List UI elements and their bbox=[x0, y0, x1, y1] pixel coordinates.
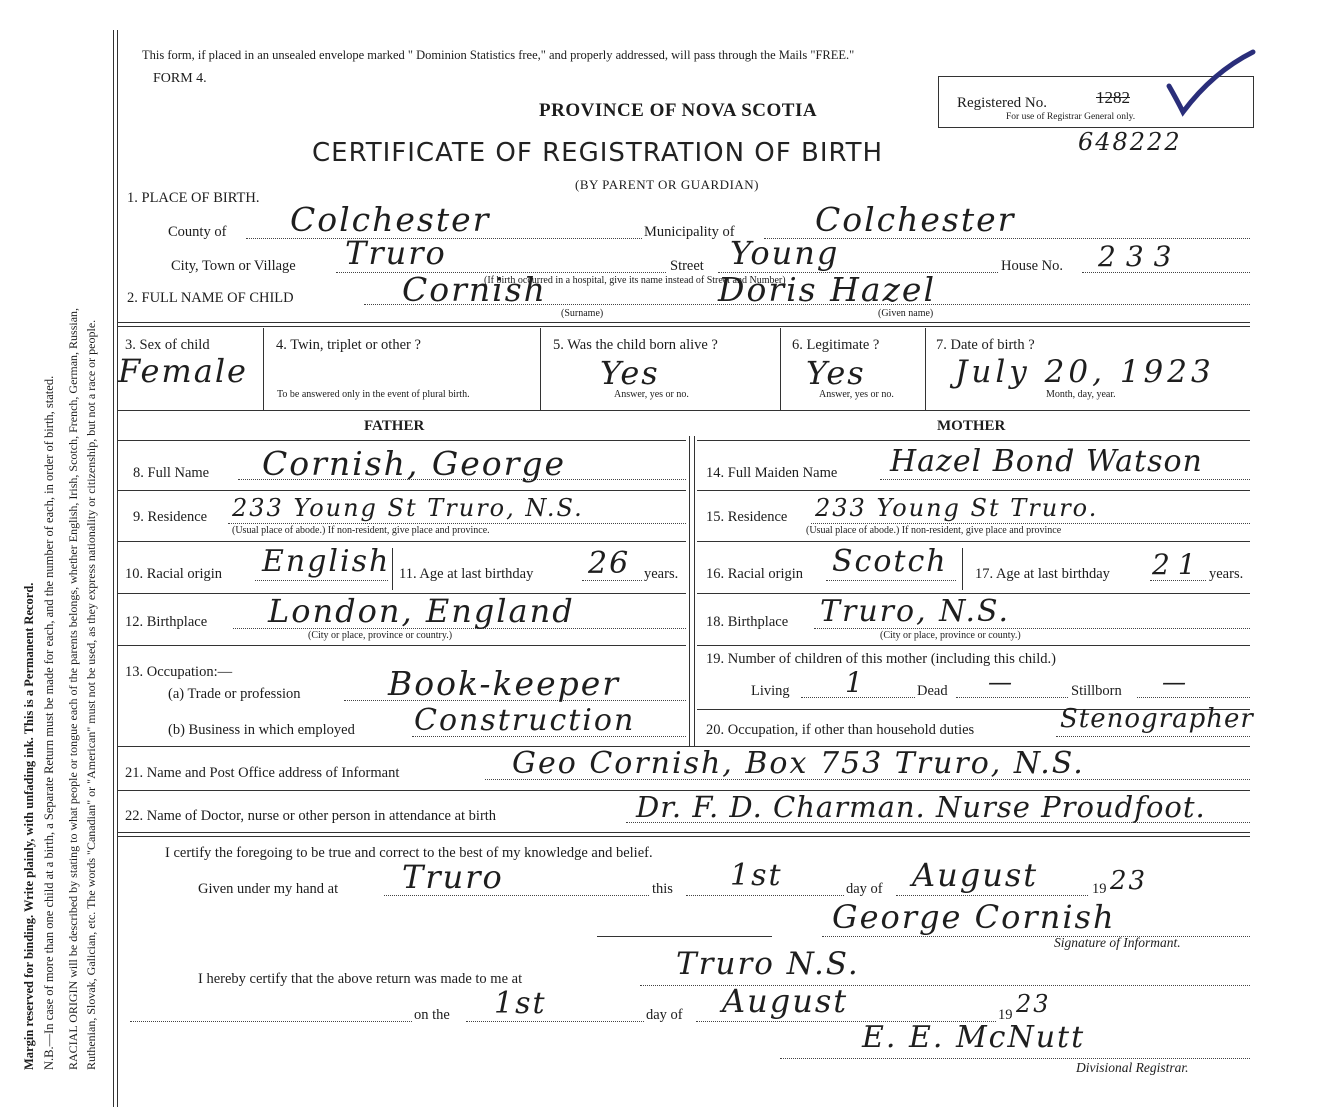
father-years: years. bbox=[644, 566, 679, 582]
father-occupation-label: 13. Occupation:— bbox=[125, 664, 233, 680]
certify-year-prefix: 19 bbox=[1092, 881, 1107, 897]
business-label: (b) Business in which employed bbox=[168, 722, 355, 738]
county-value: Colchester bbox=[290, 200, 491, 239]
place-of-birth-label: 1. PLACE OF BIRTH. bbox=[127, 190, 260, 206]
legitimate-value: Yes bbox=[806, 354, 866, 392]
informant-signature: George Cornish bbox=[832, 898, 1116, 936]
legitimate-label: 6. Legitimate ? bbox=[792, 337, 880, 353]
mother-age-label: 17. Age at last birthday bbox=[975, 566, 1110, 582]
registered-no-value: 1282 bbox=[1096, 88, 1130, 107]
sex-value: Female bbox=[118, 352, 248, 390]
children-count-label: 19. Number of children of this mother (including this child.) bbox=[706, 651, 1056, 667]
registrar-day-of-label: day of bbox=[646, 1007, 683, 1023]
father-heading: FATHER bbox=[364, 418, 425, 434]
mother-racial-line bbox=[826, 580, 956, 581]
house-value: 233 bbox=[1098, 240, 1182, 273]
stillborn-value: — bbox=[1162, 668, 1188, 696]
child-given-name: Doris Hazel bbox=[718, 270, 937, 309]
checkmark-icon bbox=[1165, 48, 1260, 118]
mother-occupation-line bbox=[1056, 736, 1250, 737]
father-age-label: 11. Age at last birthday bbox=[399, 566, 534, 582]
alive-label: 5. Was the child born alive ? bbox=[553, 337, 718, 353]
margin-rule-2 bbox=[117, 30, 118, 1107]
surname-caption: (Surname) bbox=[561, 308, 604, 319]
registrar-place: Truro N.S. bbox=[676, 946, 860, 982]
living-label: Living bbox=[751, 683, 790, 699]
cell-divider bbox=[263, 328, 264, 410]
mother-residence-value: 233 Young St Truro. bbox=[815, 494, 1099, 522]
cell-divider bbox=[780, 328, 781, 410]
row-rule bbox=[118, 645, 686, 646]
row-rule bbox=[697, 541, 1250, 542]
city-label: City, Town or Village bbox=[171, 258, 296, 274]
certify-day-of-label: day of bbox=[846, 881, 883, 897]
cell-divider bbox=[925, 328, 926, 410]
mother-residence-line bbox=[811, 523, 1250, 524]
dead-line bbox=[956, 697, 1068, 698]
given-place-value: Truro bbox=[402, 858, 504, 896]
registrar-year: 23 bbox=[1016, 990, 1051, 1018]
mother-name-value: Hazel Bond Watson bbox=[890, 444, 1203, 479]
doctor-label: 22. Name of Doctor, nurse or other person in attendance at birth bbox=[125, 808, 497, 824]
mother-racial-label: 16. Racial origin bbox=[706, 566, 804, 582]
father-residence-note: (Usual place of abode.) If non-resident, give place and province. bbox=[232, 525, 490, 536]
dob-label: 7. Date of birth ? bbox=[936, 337, 1035, 353]
informant-value: Geo Cornish, Box 753 Truro, N.S. bbox=[512, 746, 1085, 781]
section-divider bbox=[118, 832, 1250, 837]
mother-birthplace-note: (City or place, province or county.) bbox=[880, 630, 1021, 641]
legitimate-note: Answer, yes or no. bbox=[819, 389, 894, 400]
father-name-label: 8. Full Name bbox=[133, 465, 210, 481]
section-divider bbox=[118, 322, 1250, 327]
registrar-note: For use of Registrar General only. bbox=[1006, 112, 1136, 122]
mother-heading: MOTHER bbox=[937, 418, 1006, 434]
stillborn-line bbox=[1137, 697, 1250, 698]
signature-line bbox=[822, 936, 1250, 937]
margin-note-1: Margin reserved for binding. Write plainly, with unfading ink. This is a Permanent Record. bbox=[22, 582, 36, 1070]
alive-value: Yes bbox=[600, 354, 660, 392]
living-value: 1 bbox=[845, 666, 865, 699]
form-number: FORM 4. bbox=[153, 71, 207, 86]
signature-caption: Signature of Informant. bbox=[1054, 935, 1181, 950]
registrar-day: 1st bbox=[494, 986, 547, 1021]
certify-year: 23 bbox=[1110, 866, 1148, 896]
postage-notice: This form, if placed in an unsealed envelope marked " Dominion Statistics free," and properly addressed, will pass through the Mails "FREE." bbox=[142, 48, 855, 62]
county-label: County of bbox=[168, 224, 227, 240]
mother-residence-label: 15. Residence bbox=[706, 509, 788, 525]
stamped-number: 648222 bbox=[1078, 128, 1182, 156]
father-birthplace-note: (City or place, province or country.) bbox=[308, 630, 453, 641]
house-label: House No. bbox=[1001, 258, 1064, 274]
registrar-caption: Divisional Registrar. bbox=[1076, 1060, 1189, 1075]
informant-label: 21. Name and Post Office address of Informant bbox=[125, 765, 400, 781]
cell-divider bbox=[392, 548, 393, 590]
municipality-label: Municipality of bbox=[644, 224, 735, 240]
given-under-label: Given under my hand at bbox=[198, 881, 339, 897]
mother-racial-value: Scotch bbox=[832, 544, 948, 579]
certify-month-line bbox=[896, 895, 1088, 896]
given-caption: (Given name) bbox=[878, 308, 934, 319]
margin-rule bbox=[113, 30, 114, 1107]
mother-occupation-value: Stenographer bbox=[1060, 704, 1254, 734]
row-rule bbox=[118, 541, 686, 542]
hospital-note: (If birth occurred in a hospital, give its name instead of Street and Number) bbox=[484, 275, 786, 286]
city-value: Truro bbox=[345, 234, 447, 272]
province-heading: PROVINCE OF NOVA SCOTIA bbox=[539, 100, 818, 121]
twin-label: 4. Twin, triplet or other ? bbox=[276, 337, 421, 353]
father-age-value: 26 bbox=[588, 546, 631, 581]
registrar-signature: E. E. McNutt bbox=[862, 1020, 1086, 1055]
twin-note: To be answered only in the event of plural birth. bbox=[277, 389, 470, 400]
municipality-value: Colchester bbox=[815, 200, 1016, 239]
section-divider bbox=[118, 410, 1250, 411]
mother-name-line bbox=[880, 479, 1250, 480]
dead-label: Dead bbox=[917, 683, 948, 699]
dob-value: July 20, 1923 bbox=[955, 354, 1215, 390]
row-rule bbox=[697, 490, 1250, 491]
doctor-value: Dr. F. D. Charman. Nurse Proudfoot. bbox=[636, 790, 1206, 824]
trade-label: (a) Trade or profession bbox=[168, 686, 301, 702]
mother-birthplace-label: 18. Birthplace bbox=[706, 614, 789, 630]
cell-divider bbox=[962, 548, 963, 590]
mother-name-label: 14. Full Maiden Name bbox=[706, 465, 838, 481]
mother-occupation-label: 20. Occupation, if other than household duties bbox=[706, 722, 975, 738]
cell-divider bbox=[540, 328, 541, 410]
street-label: Street bbox=[670, 258, 704, 274]
row-rule bbox=[697, 645, 1250, 646]
mother-rule bbox=[697, 440, 1250, 441]
stillborn-label: Stillborn bbox=[1071, 683, 1122, 699]
blank-rule bbox=[597, 936, 772, 937]
father-birthplace-label: 12. Birthplace bbox=[125, 614, 208, 630]
father-racial-label: 10. Racial origin bbox=[125, 566, 223, 582]
certify-statement: I certify the foregoing to be true and correct to the best of my knowledge and belief. bbox=[165, 845, 653, 861]
dead-value: — bbox=[988, 668, 1014, 696]
registrar-month: August bbox=[722, 982, 849, 1020]
row-rule bbox=[118, 490, 686, 491]
business-value: Construction bbox=[414, 703, 636, 738]
alive-note: Answer, yes or no. bbox=[614, 389, 689, 400]
dob-note: Month, day, year. bbox=[1046, 389, 1116, 400]
mother-birthplace-value: Truro, N.S. bbox=[820, 594, 1011, 629]
registrar-statement: I hereby certify that the above return was made to me at bbox=[198, 971, 523, 987]
registered-no-label: Registered No. bbox=[957, 95, 1047, 111]
center-divider-2 bbox=[694, 436, 695, 746]
father-residence-line bbox=[228, 523, 686, 524]
child-surname: Cornish bbox=[402, 270, 547, 309]
certify-month-value: August bbox=[912, 856, 1039, 894]
father-residence-value: 233 Young St Truro, N.S. bbox=[232, 494, 584, 522]
registrar-day-line bbox=[466, 1021, 644, 1022]
mother-residence-note: (Usual place of abode.) If non-resident, give place and province bbox=[806, 525, 1062, 536]
father-birthplace-value: London, England bbox=[268, 592, 575, 630]
mother-years: years. bbox=[1209, 566, 1244, 582]
margin-note-4: Ruthenian, Slovak, Galician, etc. The words "Canadian" or "American" must not be used, as they express nationality or citizenship, but not a race or people. bbox=[84, 319, 98, 1070]
father-residence-label: 9. Residence bbox=[133, 509, 208, 525]
father-racial-value: English bbox=[262, 544, 391, 579]
father-rule bbox=[118, 440, 686, 441]
certificate-title: CERTIFICATE OF REGISTRATION OF BIRTH bbox=[312, 138, 884, 168]
father-name-value: Cornish, George bbox=[262, 444, 567, 483]
street-value: Young bbox=[730, 234, 840, 272]
registrar-lead-line bbox=[130, 1021, 412, 1022]
center-divider bbox=[689, 436, 690, 746]
this-day-line bbox=[686, 895, 844, 896]
on-the-label: on the bbox=[414, 1007, 450, 1023]
registrar-signature-line bbox=[780, 1058, 1250, 1059]
certificate-subtitle: (BY PARENT OR GUARDIAN) bbox=[575, 177, 760, 192]
trade-value: Book-keeper bbox=[388, 664, 621, 703]
margin-note-3: RACIAL ORIGIN will be described by stating to what people or tongue each of the parents belongs, whether English, Irish, Scotch, French, German, Russian, bbox=[66, 307, 80, 1070]
this-label: this bbox=[652, 881, 673, 897]
child-name-label: 2. FULL NAME OF CHILD bbox=[127, 290, 294, 306]
registrar-year-prefix: 19 bbox=[998, 1007, 1013, 1023]
father-racial-line bbox=[255, 580, 388, 581]
margin-note-2: N.B.—In case of more than one child at a birth, a Separate Return must be made for each, and the number of each, in order of birth, stated. bbox=[42, 375, 56, 1070]
sex-label: 3. Sex of child bbox=[125, 337, 210, 353]
this-day-value: 1st bbox=[730, 858, 783, 893]
mother-age-value: 21 bbox=[1152, 548, 1204, 581]
